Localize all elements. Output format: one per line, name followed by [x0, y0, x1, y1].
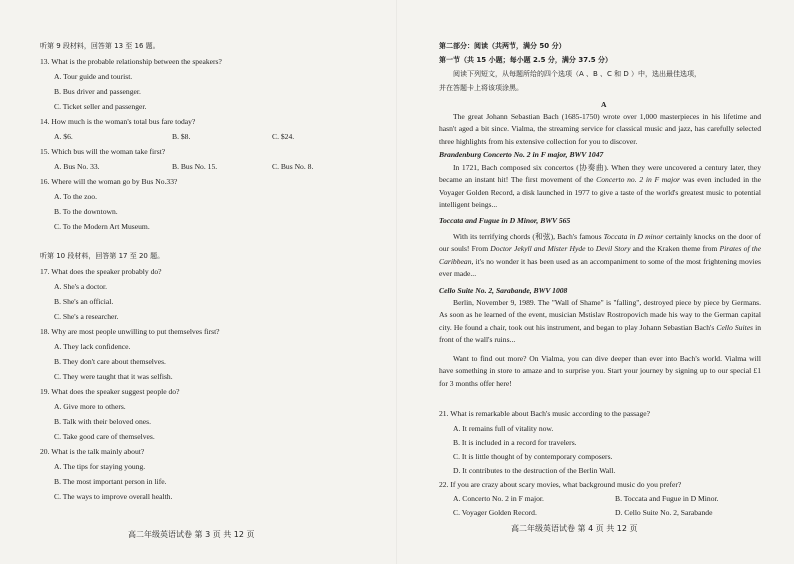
instructions-line-1: 阅读下列短文，从每题所给的四个选项（A 、B 、C 和 D ）中，选出最佳选项， [453, 70, 701, 78]
option-22d: D. Cello Suite No. 2, Sarabande [615, 508, 713, 517]
question-20: 20. What is the talk mainly about? [40, 447, 145, 456]
option-13b: B. Bus driver and passenger. [54, 87, 141, 96]
page-footer-3: 高二年级英语试卷 第 3 页 共 12 页 [128, 530, 255, 539]
option-13a: A. Tour guide and tourist. [54, 72, 133, 81]
section-intro-9: 听第 9 段材料，回答第 13 至 16 题。 [40, 42, 160, 50]
paragraph-cello: Berlin, November 9, 1989. The "Wall of Shame" is "falling", destroyed piece by piece by Germans. As soon as he learned of the event, musician Mstislav Rostropovich made his way to the German capital city. He found a chair, took out his instrument, and began to play Johann Sebastian Bach's Cello Suites in front of the wall's ruins... [439, 298, 761, 344]
paragraph-toccata: With its terrifying chords (和弦), Bach's famous Toccata in D minor certainly knocks on the door of our souls! From Doctor Jekyll and Mister Hyde to Devil Story and the Kraken theme from Pirates of the Caribbean, it's no wonder it has been used as an accompaniment to some of the most frightening movies ever made... [439, 232, 762, 278]
option-19c: C. Take good care of themselves. [54, 432, 155, 441]
section-one-heading: 第一节（共 15 小题；每小题 2.5 分，满分 37.5 分） [439, 56, 613, 64]
option-17c: C. She's a researcher. [54, 312, 119, 321]
option-16b: B. To the downtown. [54, 207, 118, 216]
heading-toccata: Toccata and Fugue in D Minor, BWV 565 [439, 216, 571, 225]
option-21d: D. It contributes to the destruction of the Berlin Wall. [453, 466, 616, 475]
option-18b: B. They don't care about themselves. [54, 357, 166, 366]
option-20c: C. The ways to improve overall health. [54, 492, 173, 501]
option-19b: B. Talk with their beloved ones. [54, 417, 151, 426]
passage-letter: A [601, 100, 607, 109]
option-22c: C. Voyager Golden Record. [453, 508, 537, 517]
heading-brandenburg: Brandenburg Concerto No. 2 in F major, BWV 1047 [439, 150, 604, 159]
option-18a: A. They lack confidence. [54, 342, 131, 351]
option-20a: A. The tips for staying young. [54, 462, 146, 471]
option-21a: A. It remains full of vitality now. [453, 424, 554, 433]
option-16c: C. To the Modern Art Museum. [54, 222, 150, 231]
question-21: 21. What is remarkable about Bach's music according to the passage? [439, 409, 651, 418]
option-20b: B. The most important person in life. [54, 477, 167, 486]
page-4 [397, 0, 794, 564]
heading-cello: Cello Suite No. 2, Sarabande, BWV 1008 [439, 286, 568, 295]
question-14: 14. How much is the woman's total bus fare today? [40, 117, 196, 126]
option-19a: A. Give more to others. [54, 402, 126, 411]
question-17: 17. What does the speaker probably do? [40, 267, 162, 276]
option-15a: A. Bus No. 33. [54, 162, 100, 171]
paragraph-closing: Want to find out more? On Vialma, you can dive deeper than ever into Bach's world. Vialma will have something in store to amaze and to surprise you. Start your journey by signing up to our special £1 for 3 months offer here! [439, 354, 761, 388]
option-15c: C. Bus No. 8. [272, 162, 314, 171]
option-13c: C. Ticket seller and passenger. [54, 102, 147, 111]
section-intro-10: 听第 10 段材料，回答第 17 至 20 题。 [40, 252, 165, 260]
option-22b: B. Toccata and Fugue in D Minor. [615, 494, 719, 503]
option-16a: A. To the zoo. [54, 192, 97, 201]
question-19: 19. What does the speaker suggest people do? [40, 387, 180, 396]
option-18c: C. They were taught that it was selfish. [54, 372, 173, 381]
question-22: 22. If you are crazy about scary movies, what background music do you prefer? [439, 480, 682, 489]
question-18: 18. Why are most people unwilling to put themselves first? [40, 327, 220, 336]
option-21b: B. It is included in a record for travelers. [453, 438, 577, 447]
paragraph-brandenburg: In 1721, Bach composed six concertos (协奏曲). When they were uncovered a century later, they became an instant hit! The first movement of the Concerto no. 2 in F major was even included in the Voyager Golden Record, a disk launched in 1977 to give a taste of the world's greatest music to potential intelligent beings... [439, 163, 762, 209]
option-17a: A. She's a doctor. [54, 282, 108, 291]
instructions-line-2: 并在答题卡上将该项涂黑。 [439, 84, 523, 92]
option-14a: A. $6. [54, 132, 73, 141]
option-14b: B. $8. [172, 132, 191, 141]
page-footer-4: 高二年级英语试卷 第 4 页 共 12 页 [511, 524, 638, 533]
option-17b: B. She's an official. [54, 297, 114, 306]
question-13: 13. What is the probable relationship between the speakers? [40, 57, 222, 66]
option-22a: A. Concerto No. 2 in F major. [453, 494, 544, 503]
option-21c: C. It is little thought of by contemporary composers. [453, 452, 613, 461]
question-16: 16. Where will the woman go by Bus No.33? [40, 177, 178, 186]
part-two-heading: 第二部分：阅读（共两节，满分 50 分） [439, 42, 566, 50]
paragraph-intro: The great Johann Sebastian Bach (1685-1750) wrote over 1,000 masterpieces in his lifetime and hasn't aged a bit since. Vialma, the streaming service for classical music and jazz, has carefully selected three highlights from his extensive collection for you to discover. [439, 112, 761, 146]
option-14c: C. $24. [272, 132, 295, 141]
option-15b: B. Bus No. 15. [172, 162, 218, 171]
question-15: 15. Which bus will the woman take first? [40, 147, 166, 156]
